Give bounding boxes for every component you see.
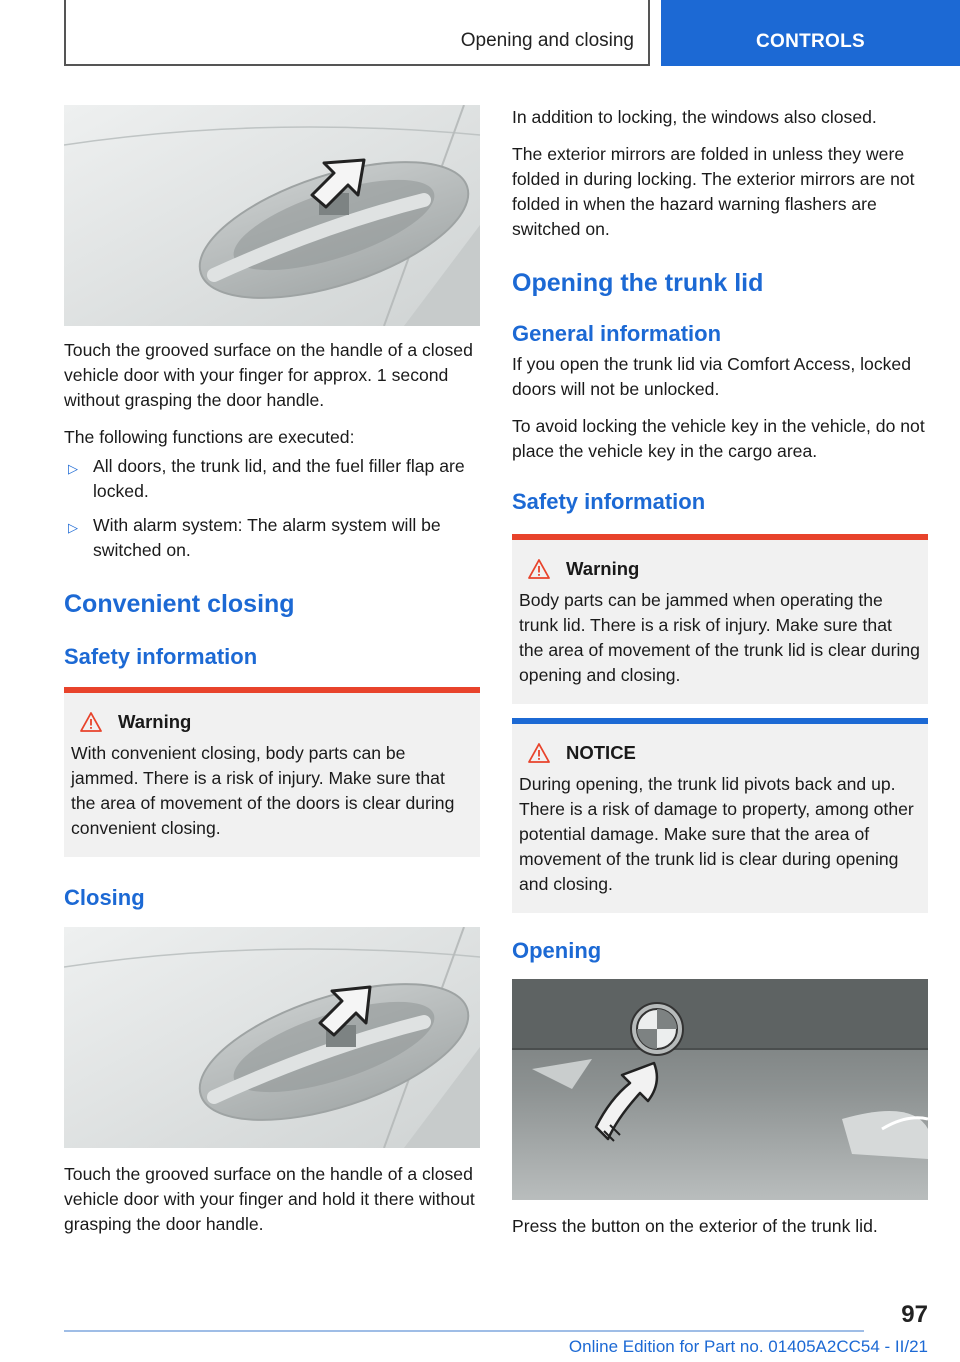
notice-title [519,740,921,766]
chapter-tab[interactable] [661,0,960,66]
heading-closing: Closing [64,885,145,910]
warning-box [64,687,480,857]
page-number: 97 [901,1301,928,1328]
heading-opening-trunk-lid: Opening the trunk lid [512,269,764,297]
triangle-bullet-icon: ▷ [68,520,78,535]
warning-text: Body parts can be jammed when operating the trunk lid. There is a risk of injury. Make sure that the area of movement of the trunk lid is clear during opening and closing. [519,590,920,685]
left-column [64,105,480,1237]
door-handle-illustration [64,927,480,1148]
comfort-access-text: If you open the trunk lid via Comfort Access, locked doors will not be unlocked. [512,354,911,399]
instruction-touch-hold: Touch the grooved surface on the handle of a closed vehicle door with your finger and hold it there without grasping the door handle. [64,1164,475,1234]
warning-title-text: Warning [566,558,640,579]
chapter-label: CONTROLS [755,31,865,52]
notice-triangle-icon [528,743,550,763]
functions-list [64,454,480,563]
footer-divider [64,1330,864,1332]
edition-footer: Online Edition for Part no. 01405A2CC54 - II/21 [568,1337,928,1356]
warning-title-text: Warning [118,711,192,732]
heading-convenient-closing: Convenient closing [64,590,295,618]
notice-box [512,718,928,913]
triangle-bullet-icon: ▷ [68,461,78,476]
right-column [512,105,928,1239]
door-handle-figure-1 [64,105,480,326]
notice-text: During opening, the trunk lid pivots back and up. There is a risk of damage to property, among other potential damage. Make sure that the area of movement of the trunk lid is clear during opening and closing. [519,774,914,894]
section-title: Opening and closing [460,30,634,51]
list-item [64,454,480,504]
windows-closed-text: In addition to locking, the windows also closed. [512,107,877,127]
heading-safety-information-trunk: Safety information [512,489,706,514]
functions-intro: The following functions are executed: [64,427,355,447]
list-item-text: All doors, the trunk lid, and the fuel filler flap are locked. [93,456,465,501]
header-frame [64,0,650,66]
heading-safety-information: Safety information [64,644,258,669]
warning-title [71,709,473,735]
mirrors-text: The exterior mirrors are folded in unless they were folded in during locking. The exterior mirrors are not folded in when the hazard warning flashers are switched on. [512,144,915,239]
warning-triangle-icon [80,712,102,732]
trunk-button-figure [512,979,928,1200]
warning-text: With convenient closing, body parts can be jammed. There is a risk of injury. Make sure that the area of movement of the doors is clear during convenient closing. [71,743,455,838]
heading-opening: Opening [512,938,602,963]
trunk-button-illustration [512,979,928,1200]
warning-title [519,556,921,582]
warning-triangle-icon [528,559,550,579]
press-button-text: Press the button on the exterior of the trunk lid. [512,1216,878,1236]
key-in-cargo-text: To avoid locking the vehicle key in the vehicle, do not place the vehicle key in the cargo area. [512,416,925,461]
list-item-text: With alarm system: The alarm system will be switched on. [93,515,441,560]
door-handle-figure-2 [64,927,480,1148]
list-item [64,513,480,563]
warning-box-trunk [512,534,928,704]
instruction-touch-1s: Touch the grooved surface on the handle of a closed vehicle door with your finger for approx. 1 second without grasping the door handle. [64,340,473,410]
notice-title-text: NOTICE [566,742,636,763]
heading-general-information: General information [512,321,722,346]
door-handle-illustration [64,105,480,326]
